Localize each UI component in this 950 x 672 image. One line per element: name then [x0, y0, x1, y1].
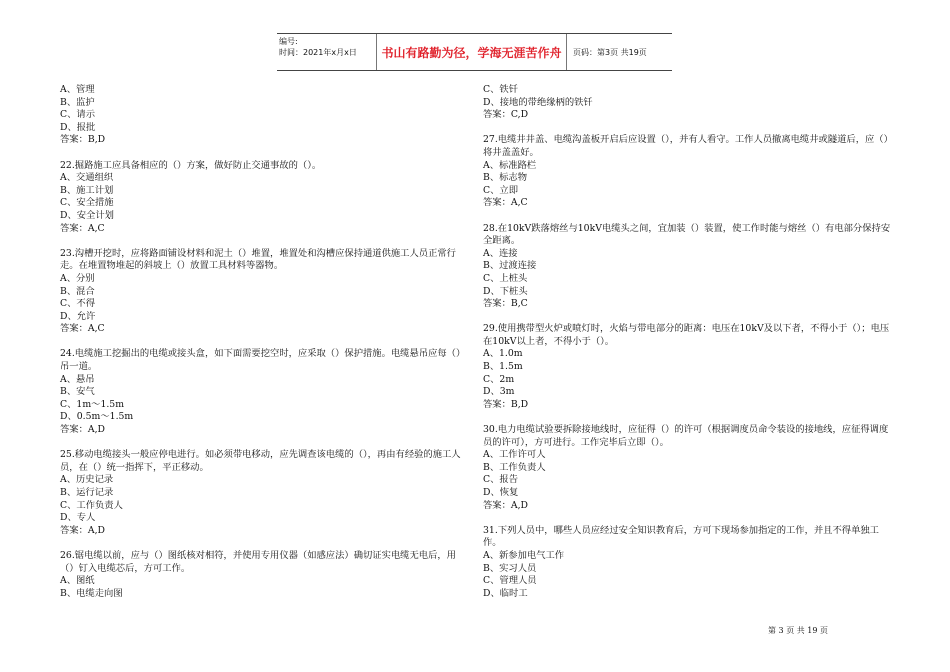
- question-text: 27.电缆井井盖、电缆沟盖板开启后应设置（），并有人看守。工作人员撤离电缆井或隧道后，应（）将井盖盖好。: [483, 134, 893, 158]
- question-text: 24.电缆施工挖掘出的电缆或接头盒，如下面需要挖空时，应采取（）保护措施。电缆悬吊应每（）吊一道。: [60, 348, 466, 373]
- question-29: [483, 323, 893, 411]
- option: C、2m: [483, 373, 515, 385]
- option: A、工作许可人: [483, 449, 546, 461]
- option: B、施工计划: [60, 184, 114, 196]
- question-text: 28.在10kV跌落熔丝与10kV电缆头之间，宜加装（）装置，使工作时能与熔丝（）有电部分保持安全距离。: [483, 222, 891, 247]
- question-text: 22.掘路施工应具备相应的（）方案，做好防止交通事故的（）。: [60, 159, 322, 171]
- option: A、交通组织: [60, 172, 114, 184]
- question-26: [60, 550, 468, 600]
- option: D、临时工: [483, 587, 528, 599]
- answer: 答案：A,C: [60, 222, 105, 234]
- header-page-label: 页码：第3页 共19页: [573, 47, 647, 57]
- answer: 答案：A,C: [483, 197, 528, 209]
- option: D、接地的带绝缘柄的铁钎: [483, 96, 593, 108]
- right-column: [483, 84, 893, 600]
- question-text: 23.沟槽开挖时，应将路面铺设材料和泥土（）堆置，堆置处和沟槽应保持通道供施工人员正常行走。在堆置物堆起的斜坡上（）放置工具材料等器物。: [60, 247, 456, 272]
- option: A、图纸: [60, 575, 95, 587]
- option: B、监护: [60, 96, 95, 108]
- question-30: [483, 424, 893, 512]
- answer: 答案：A,D: [483, 499, 529, 511]
- option: C、立即: [483, 184, 519, 196]
- answer: 答案：B,D: [60, 134, 106, 146]
- question-text: 25.移动电缆接头一般应停电进行。如必须带电移动，应先调查该电缆的（），再由有经验的施工人员，在（）统一指挥下，平正移动。: [60, 449, 461, 473]
- question-text: 26.锯电缆以前，应与（）图纸核对相符，并使用专用仪器（如感应法）确切证实电缆无电后，用（）钉入电缆芯后，方可工作。: [60, 549, 456, 574]
- option: A、1.0m: [483, 348, 523, 360]
- option: A、管理: [60, 84, 95, 95]
- answer: 答案：A,D: [60, 424, 106, 436]
- option: C、报告: [483, 474, 519, 486]
- option: B、混合: [60, 285, 95, 297]
- option: C、1m～1.5m: [60, 398, 125, 410]
- question-26-continued: [483, 84, 893, 122]
- option: B、运行记录: [60, 487, 114, 498]
- left-column: [60, 84, 468, 600]
- time-label: 时间：2021年x月x日: [279, 48, 357, 57]
- option: C、铁钎: [483, 84, 519, 95]
- question-21: [60, 84, 468, 147]
- answer: 答案：B,C: [483, 298, 528, 310]
- option: A、分别: [60, 272, 95, 284]
- option: B、安气: [60, 386, 95, 398]
- option: D、下桩头: [483, 285, 528, 297]
- option: D、恢复: [483, 487, 519, 498]
- option: A、新参加电气工作: [483, 549, 565, 561]
- answer: 答案：A,C: [60, 323, 105, 335]
- question-22: [60, 160, 468, 236]
- question-text: 31.下列人员中，哪些人员应经过安全知识教育后，方可下现场参加指定的工作，并且不得单独工作。: [483, 524, 879, 549]
- answer: 答案：C,D: [483, 109, 529, 121]
- question-25: [60, 449, 468, 537]
- question-28: [483, 223, 893, 311]
- option: D、专人: [60, 512, 96, 524]
- option: A、连接: [483, 247, 518, 259]
- option: C、上桩头: [483, 272, 528, 284]
- option: C、管理人员: [483, 575, 537, 587]
- option: D、报批: [60, 121, 96, 133]
- page-footer: 第 3 页 共 19 页: [768, 626, 828, 635]
- option: A、历史记录: [60, 474, 114, 486]
- question-text: 29.使用携带型火炉或喷灯时，火焰与带电部分的距离：电压在10kV及以下者，不得小于（）；电压在10kV以上者，不得小于（）。: [483, 323, 890, 347]
- option: A、悬吊: [60, 373, 95, 385]
- option: C、安全措施: [60, 197, 114, 209]
- number-label: 编号:: [279, 37, 298, 46]
- option: C、工作负责人: [60, 499, 123, 511]
- option: B、工作负责人: [483, 461, 546, 473]
- option: B、过渡连接: [483, 260, 537, 272]
- option: B、标志物: [483, 172, 528, 184]
- question-24: [60, 348, 468, 436]
- option: B、电缆走向图: [60, 587, 123, 599]
- question-23: [60, 248, 468, 336]
- option: D、0.5m～1.5m: [60, 411, 134, 423]
- header-motto: 书山有路勤为径，学海无涯苦作舟: [377, 34, 567, 70]
- option: B、1.5m: [483, 361, 523, 373]
- answer: 答案：A,D: [60, 524, 106, 536]
- option: D、3m: [483, 386, 515, 398]
- answer: 答案：B,D: [483, 398, 529, 410]
- option: C、请示: [60, 109, 96, 121]
- option: A、标准路栏: [483, 159, 537, 171]
- option: D、允许: [60, 310, 96, 322]
- page-header: [277, 33, 672, 71]
- header-info: [277, 34, 377, 70]
- option: D、安全计划: [60, 209, 114, 221]
- option: C、不得: [60, 298, 96, 310]
- question-text: 30.电力电缆试验要拆除接地线时，应征得（）的许可（根据调度员命令装设的接地线，应征得调度员的许可），方可进行。工作完毕后立即（）。: [483, 424, 889, 448]
- question-31: [483, 525, 893, 601]
- option: B、实习人员: [483, 562, 537, 574]
- question-27: [483, 134, 893, 210]
